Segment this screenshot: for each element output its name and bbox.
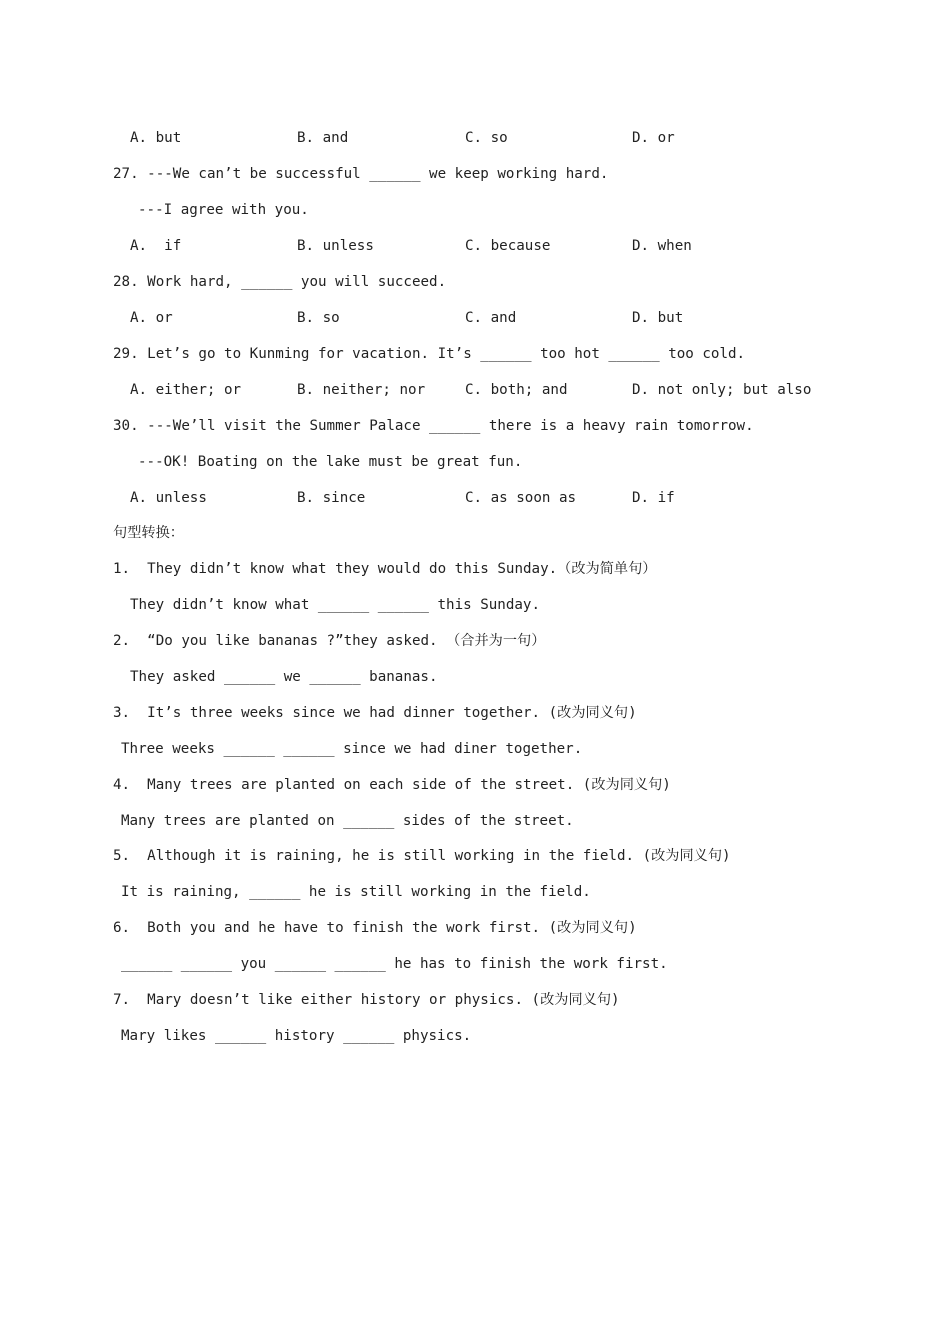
q29-option-d: D. not only; but also [632,382,812,398]
rewrite-6-question: 6. Both you and he have to finish the work first. (改为同义句) [113,920,637,936]
q26-option-b: B. and [297,130,349,146]
rewrite-2-answer: They asked ______ we ______ bananas. [130,669,438,685]
q27-option-a: A. if [130,238,182,254]
q30-option-a: A. unless [130,490,207,506]
q28-option-b: B. so [297,310,340,326]
rewrite-3-question: 3. It’s three weeks since we had dinner together. (改为同义句) [113,705,637,721]
q27-option-d: D. when [632,238,692,254]
q26-option-d: D. or [632,130,675,146]
section-title: 句型转换： [113,525,184,541]
rewrite-6-answer: ______ ______ you ______ ______ he has to finish the work first. [121,956,668,972]
rewrite-1-question: 1. They didn’t know what they would do this Sunday.（改为简单句） [113,561,657,577]
q27-option-c: C. because [465,238,551,254]
q28-option-a: A. or [130,310,173,326]
q28-question: 28. Work hard, ______ you will succeed. [113,274,447,290]
q28-option-d: D. but [632,310,684,326]
rewrite-1-answer: They didn’t know what ______ ______ this Sunday. [130,597,540,613]
rewrite-5-answer: It is raining, ______ he is still working in the field. [121,884,591,900]
rewrite-4-answer: Many trees are planted on ______ sides of the street. [121,813,574,829]
q26-option-a: A. but [130,130,182,146]
q27-question: 27. ---We can’t be successful ______ we keep working hard. [113,166,609,182]
q27-reply: ---I agree with you. [138,202,309,218]
rewrite-7-answer: Mary likes ______ history ______ physics. [121,1028,472,1044]
q29-question: 29. Let’s go to Kunming for vacation. It’s ______ too hot ______ too cold. [113,346,746,362]
q28-option-c: C. and [465,310,517,326]
rewrite-5-question: 5. Although it is raining, he is still working in the field. (改为同义句) [113,848,731,864]
rewrite-3-answer: Three weeks ______ ______ since we had diner together. [121,741,583,757]
q30-option-d: D. if [632,490,675,506]
q30-reply: ---OK! Boating on the lake must be great fun. [138,454,523,470]
q29-option-c: C. both; and [465,382,568,398]
q30-question: 30. ---We’ll visit the Summer Palace ______ there is a heavy rain tomorrow. [113,418,754,434]
rewrite-2-question: 2. “Do you like bananas ?”they asked. （合并为一句） [113,633,546,649]
q30-option-b: B. since [297,490,366,506]
q29-option-a: A. either; or [130,382,242,398]
q29-option-b: B. neither; nor [297,382,426,398]
q30-option-c: C. as soon as [465,490,577,506]
q27-option-b: B. unless [297,238,374,254]
rewrite-7-question: 7. Mary doesn’t like either history or physics. (改为同义句) [113,992,620,1008]
rewrite-4-question: 4. Many trees are planted on each side of the street. (改为同义句) [113,777,671,793]
q26-option-c: C. so [465,130,508,146]
